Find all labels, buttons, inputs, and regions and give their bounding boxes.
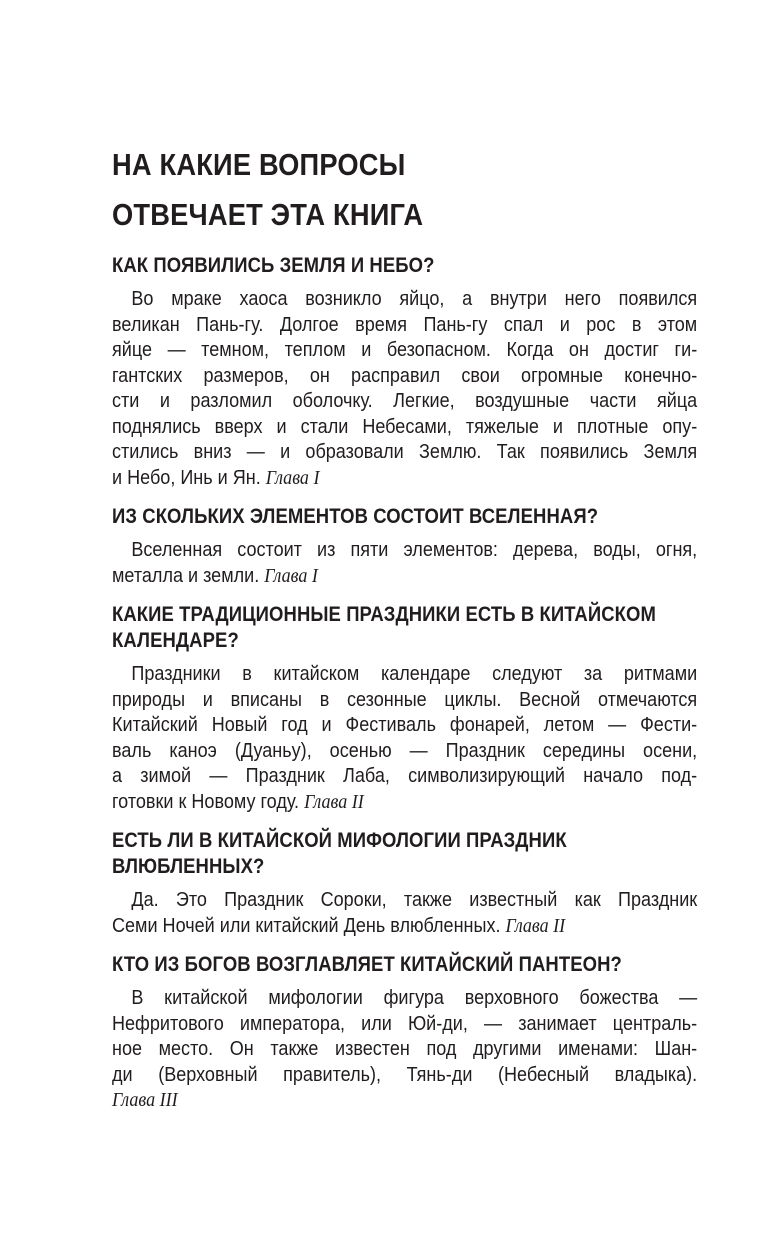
question-heading — [112, 952, 697, 978]
question-heading — [112, 253, 697, 279]
chapter-reference: Глава III — [112, 1089, 178, 1111]
qa-section — [112, 602, 697, 815]
question-heading-line: ЕСТЬ ЛИ В КИТАЙСКОЙ МИФОЛОГИИ ПРАЗДНИК — [112, 829, 567, 852]
body-line: В китайской мифологии фигура верховного божества — — [131, 986, 698, 1009]
chapter-reference: Глава II — [304, 790, 364, 813]
body-line: Вселенная состоит из пяти элементов: дерева, воды, огня, — [131, 538, 698, 561]
body-last-line: и Небо, Инь и Ян. Глава I — [112, 465, 320, 489]
body-last-line: Семи Ночей или китайский День влюбленных. Глава II — [112, 913, 566, 937]
chapter-reference: Глава II — [505, 914, 566, 937]
body-last-line: готовки к Новому году. Глава II — [112, 789, 364, 813]
question-heading — [112, 602, 697, 654]
body-line: природы и вписаны в сезонные циклы. Весной отмечаются — [112, 687, 698, 711]
page-title-line-1: НА КАКИЕ ВОПРОСЫ — [112, 147, 406, 182]
qa-section — [112, 253, 697, 491]
body-line: гантских размеров, он расправил свои огромные конечно- — [112, 363, 698, 387]
body-line: великан Пань-гу. Долгое время Пань-гу спал и рос в этом — [112, 312, 698, 336]
body-line: ное место. Он также известен под другими именами: Шан- — [112, 1037, 698, 1060]
body-line: Во мраке хаоса возникло яйцо, а внутри него появился — [131, 287, 698, 310]
page-title — [112, 140, 697, 240]
answer-paragraph — [112, 985, 697, 1114]
qa-section — [112, 828, 697, 939]
answer-paragraph — [112, 286, 697, 491]
body-last-line: металла и земли. Глава I — [112, 563, 318, 587]
body-line: Нефритового императора, или Юй-ди, — занимает централь- — [112, 1011, 698, 1035]
answer-paragraph — [112, 537, 697, 589]
text-column — [112, 140, 697, 1124]
body-line: ди (Верховный правитель), Тянь-ди (Небесный владыка). — [112, 1062, 698, 1086]
body-line: поднялись вверх и стали Небесами, тяжелые и плотные опу- — [112, 414, 698, 438]
question-heading-line: КТО ИЗ БОГОВ ВОЗГЛАВЛЯЕТ КИТАЙСКИЙ ПАНТЕОН? — [112, 953, 622, 976]
body-line: а зимой — Праздник Лаба, символизирующий начало под- — [112, 764, 698, 787]
qa-section — [112, 504, 697, 589]
question-heading-line: КАК ПОЯВИЛИСЬ ЗЕМЛЯ И НЕБО? — [112, 254, 435, 277]
question-heading — [112, 504, 697, 530]
body-last-line — [112, 1087, 697, 1114]
qa-section — [112, 952, 697, 1114]
body-line: сти и разломил оболочку. Легкие, воздушные части яйца — [112, 389, 698, 412]
chapter-reference: Глава I — [264, 564, 318, 587]
page-title-line-2: ОТВЕЧАЕТ ЭТА КНИГА — [112, 197, 424, 232]
body-line: Да. Это Праздник Сороки, также известный как Праздник — [131, 888, 698, 911]
body-line: яйце — темном, теплом и безопасном. Когда он достиг ги- — [112, 338, 698, 361]
answer-paragraph — [112, 887, 697, 939]
qa-sections — [112, 253, 697, 1114]
body-line: Праздники в китайском календаре следуют за ритмами — [131, 662, 698, 685]
body-line: валь каноэ (Дуаньу), осенью — Праздник середины осени, — [112, 738, 698, 762]
body-line: стились вниз — и образовали Землю. Так появились Земля — [112, 440, 698, 463]
question-heading-line: КАЛЕНДАРЕ? — [112, 629, 239, 652]
question-heading — [112, 828, 697, 880]
body-line: Китайский Новый год и Фестиваль фонарей, летом — Фести- — [112, 713, 698, 736]
answer-paragraph — [112, 661, 697, 815]
question-heading-line: ИЗ СКОЛЬКИХ ЭЛЕМЕНТОВ СОСТОИТ ВСЕЛЕННАЯ? — [112, 505, 599, 528]
chapter-reference: Глава I — [265, 466, 320, 489]
question-heading-line: ВЛЮБЛЕННЫХ? — [112, 855, 265, 878]
question-heading-line: КАКИЕ ТРАДИЦИОННЫЕ ПРАЗДНИКИ ЕСТЬ В КИТАЙСКОМ — [112, 603, 656, 626]
